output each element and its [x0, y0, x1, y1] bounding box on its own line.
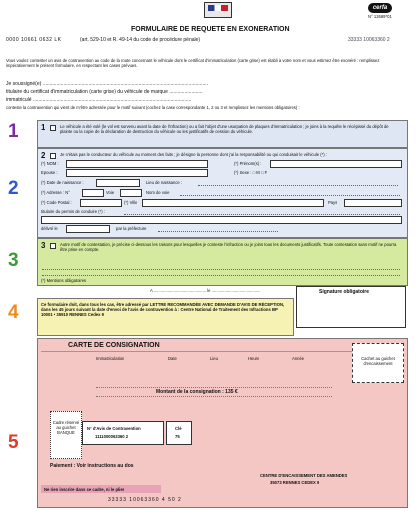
section-2-checkbox[interactable] — [50, 153, 56, 159]
cle-box: Clé 75 — [166, 421, 192, 445]
barcode-line: 33333 10063360 4 50 2 — [108, 497, 182, 503]
identity-line-4: conteste la contravention qui vient de m'être adressée pour le motif suivant (cochez la case correspondante 1, 2 ou 3 et remplissez les mentions obligatoires) : — [6, 105, 300, 110]
signature-box[interactable]: Signature obligatoire — [296, 286, 406, 328]
divider — [41, 351, 403, 352]
section-3-box: 3 Autre motif de contestation, je précise ci-dessous les raisons pour lesquelles je conteste l'infraction ou je joins tous les documents justificatifs. Toute contestation sans motif ne pourra être prise en compte. (*) Mentions obligatoires — [37, 238, 408, 286]
section-1-checkbox[interactable] — [50, 125, 56, 131]
identity-line-1: Je soussigné(e) ....................................................................................................................... — [6, 81, 208, 87]
ref-right: 33333 10063360 2 — [348, 37, 390, 43]
avis-number: 1111000063360 2 — [95, 434, 129, 439]
section-3-number: 3 — [8, 250, 19, 271]
prefecture-field[interactable] — [158, 231, 278, 232]
voie-field[interactable] — [120, 189, 142, 197]
section-5-card: CARTE DE CONSIGNATION Immatriculation Date Lieu Heure Année Cachet au guichet d'encaissement Cadre réservé au guichet BANQUE Montant de la consignation : 135 € N° d'Avis de Contravention 1111000063360 2 Clé 75 Paiement : Voir instructions au dos CENTRE D'ENCAISSEMENT DES AMENDES 35073 RENNES CEDEX 9 Ne rien inscrire dans ce cadre, ni le plier 33333 10063360 4 50 2 — [37, 338, 408, 508]
epouse-field[interactable] — [66, 169, 208, 177]
card-title: CARTE DE CONSIGNATION — [68, 342, 160, 349]
place-date-line[interactable]: A ............................................. le .......................................... — [150, 288, 261, 293]
identity-line-3: immatriculé .................................................................................................................. — [6, 97, 192, 103]
section-2-box: 2 Je n'étais pas le conducteur du véhicule au moment des faits ; je désigne la personne dont j'ai la responsabilité ou qui conduisait le véhicule (*) : (*) NOM : (*) Prénom(s) : Epouse : (*) Sexe : □ M □ F (*) Date de naissance : Lieu de naissance : (*) Adresse : N° Voie Nom de voie (*) Code Postal : (*) Ville Pays titulaire du permis de conduire (*) : délivré le par la préfecture — [37, 148, 408, 238]
postcode-field[interactable] — [80, 199, 122, 207]
amount-row — [96, 387, 332, 397]
licence-number-field[interactable] — [41, 216, 402, 224]
reason-line-1[interactable] — [42, 269, 400, 270]
marianne-logo — [204, 2, 232, 18]
birthplace-field[interactable] — [198, 185, 398, 186]
prenoms-field[interactable] — [270, 160, 402, 168]
section-1-text: Le véhicule a été volé (le vol est survenu avant la date de l'infraction) ou a fait l'objet d'une usurpation de plaques d'immatriculation ; je joins à la requête le récépissé du dépôt de plainte ou la copie de la déclaration de destruction du véhicule ou les justificatifs de cession du véhicule. — [60, 124, 389, 134]
nom-field[interactable] — [66, 160, 208, 168]
reason-line-2[interactable] — [42, 275, 400, 276]
centre-name: CENTRE D'ENCAISSEMENT DES AMENDES — [260, 473, 348, 478]
centre-city: 35073 RENNES CEDEX 9 — [270, 480, 320, 485]
section-2-number: 2 — [8, 178, 19, 199]
amount-text: Montant de la consignation : 135 € — [156, 389, 238, 395]
section-5-number: 5 — [8, 432, 19, 453]
licence-date-field[interactable] — [66, 225, 110, 233]
section-1-box: 1 Le véhicule a été volé (le vol est survenu avant la date de l'infraction) ou a fait l'objet d'une usurpation de plaques d'immatriculation ; je joins à la requête le récépissé du dépôt de plainte ou la copie de la déclaration de destruction du véhicule ou les justificatifs de cession du véhicule. — [37, 120, 408, 148]
licence-field[interactable] — [124, 214, 400, 215]
stamp-area: Cachet au guichet d'encaissement — [352, 343, 404, 383]
section-2-text: Je n'étais pas le conducteur du véhicule au moment des faits ; je désigne la personne dont j'ai la responsabilité ou qui conduisait le véhicule (*) : — [60, 152, 327, 157]
birthdate-field[interactable] — [96, 179, 140, 187]
section-3-checkbox[interactable] — [50, 243, 56, 249]
city-field[interactable] — [142, 199, 324, 207]
cerfa-number: N° 12669*01 — [368, 14, 392, 19]
street-number-field[interactable] — [82, 189, 104, 197]
section-4-box — [37, 298, 294, 336]
cerfa-logo: cerfa — [368, 3, 392, 13]
payment-text: Paiement : Voir instructions au dos — [50, 463, 134, 469]
section-1-number: 1 — [8, 121, 19, 142]
article-ref: (art. 529-10 et R. 49-14 du code de procédure pénale) — [80, 37, 201, 43]
cle-value: 75 — [175, 434, 180, 439]
street-name-field[interactable] — [180, 195, 400, 196]
section-4-text: Ce formulaire doit, dans tous les cas, être adressé par LETTRE RECOMMANDÉE AVEC DEMANDE D'AVIS DE RÉCEPTION, dans les 45 jours suivant la date d'envoi de l'avis de contravention à : Centre National de Traitement des Infractions BP 10001 • 35910 RENNES Cedex 9 — [41, 302, 285, 317]
avis-box: N° d'Avis de Contravention 1111000063360 2 — [82, 421, 164, 445]
section-3-text: Autre motif de contestation, je précise ci-dessous les raisons pour lesquelles je conteste l'infraction ou je joins tous les documents justificatifs. Toute contestation sans motif ne pourra être prise en compte. — [60, 242, 397, 252]
do-not-write-strip: Ne rien inscrire dans ce cadre, ni le plier — [41, 485, 161, 493]
intro-text: Vous voulez contester un avis de contravention au code de la route concernant le véhicule dont le certificat d'immatriculation (carte grise) est établi à votre nom et vous estimez être exonéré : remplissez impérativement le présent formulaire, en respectant les cases prévues. — [6, 58, 380, 68]
page-title: FORMULAIRE DE REQUÊTE EN EXONÉRATION — [131, 26, 290, 33]
section-4-number: 4 — [8, 302, 19, 323]
country-field[interactable] — [344, 199, 402, 207]
sexe-field[interactable]: (*) Sexe : □ M □ F — [234, 170, 268, 175]
ref-left: 0000 10661 0632 LK — [6, 37, 62, 43]
identity-line-2: titulaire du certificat d'immatriculation (carte grise) du véhicule de marque ........................ — [6, 89, 203, 95]
bank-box: Cadre réservé au guichet BANQUE — [50, 411, 82, 459]
